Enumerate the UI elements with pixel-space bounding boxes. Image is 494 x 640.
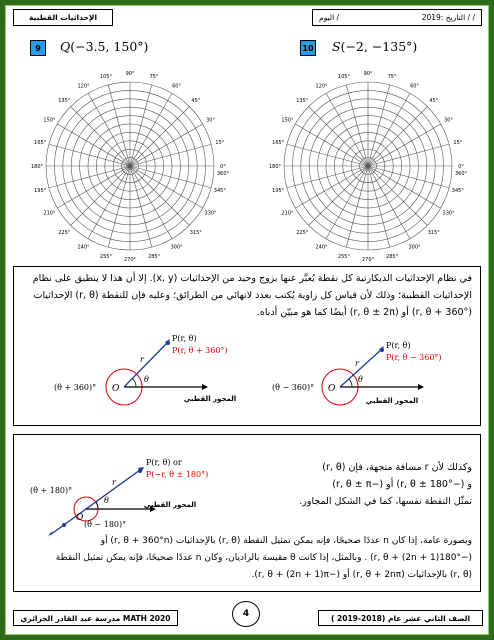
grid-ray xyxy=(130,93,172,166)
angle-label: 45° xyxy=(191,98,201,105)
angle-label: 105° xyxy=(99,74,112,81)
grid-ray xyxy=(368,166,449,188)
angle-label: 90° xyxy=(125,71,135,77)
grid-ray xyxy=(326,166,368,239)
angle-label: 0° xyxy=(458,164,464,170)
angle-label: 195° xyxy=(34,188,47,195)
grid-ray xyxy=(57,166,130,208)
grid-ray xyxy=(346,85,368,166)
angle-label: 180° xyxy=(268,164,282,170)
angle-label: 195° xyxy=(272,188,285,195)
grid-ray xyxy=(368,144,449,166)
angle-label: 210° xyxy=(43,210,56,217)
angle-label: 15° xyxy=(215,139,225,146)
diagram-minus-360 xyxy=(262,329,477,421)
angle-label: 45° xyxy=(429,98,439,105)
angle-label: 75° xyxy=(149,74,159,81)
angle-label: 15° xyxy=(453,139,463,146)
angle-label: 180° xyxy=(30,164,44,170)
angle-bottom-label: (θ − 180)° xyxy=(84,520,127,529)
grid-ray xyxy=(108,85,130,166)
angle-label: 60° xyxy=(410,83,419,90)
angle-label: 270° xyxy=(123,257,137,263)
grid-ray xyxy=(108,166,130,247)
r-label: r xyxy=(355,359,359,368)
angle-label: 165° xyxy=(34,139,47,146)
grid-ray xyxy=(130,166,172,239)
angle-label: 300° xyxy=(408,244,421,251)
grid-ray xyxy=(130,124,203,166)
angle-label: (θ − 360)° xyxy=(272,383,315,392)
r-label: r xyxy=(112,478,116,487)
problem-10-point: S(−2, −135°) xyxy=(332,39,418,54)
explanation-box-2 xyxy=(13,434,481,592)
angle-label: 285° xyxy=(148,253,161,260)
problem-number-10: 10 xyxy=(300,40,316,56)
angle-label: 315° xyxy=(427,229,440,236)
grid-ray xyxy=(49,166,130,188)
grid-ray xyxy=(346,166,368,247)
angle-label: 150° xyxy=(281,117,294,124)
theta-label: θ xyxy=(104,496,109,505)
grid-ray xyxy=(88,166,130,239)
grid-ray xyxy=(368,166,410,239)
polar-axis-label: المحور القطبي xyxy=(183,395,237,403)
angle-label: 345° xyxy=(213,188,226,195)
grid-ray xyxy=(57,124,130,166)
point-label: P(r, θ) xyxy=(386,341,411,350)
grid-ray xyxy=(295,166,368,208)
angle-label: 165° xyxy=(272,139,285,146)
grid-ray xyxy=(130,166,211,188)
polar-grid-right xyxy=(258,60,478,270)
angle-label: 135° xyxy=(58,98,71,105)
grid-ray xyxy=(368,166,441,208)
r-label: r xyxy=(140,355,144,364)
origin-label: O xyxy=(112,384,120,394)
grid-ray xyxy=(368,93,410,166)
grid-ray xyxy=(368,85,390,166)
angle-label: 315° xyxy=(189,229,202,236)
angle-label: 0° xyxy=(220,164,226,170)
grid-ray xyxy=(287,166,368,188)
header-date-box xyxy=(312,9,482,26)
diagram-plus-360 xyxy=(24,329,244,421)
paragraph-3: وبصورة عامة، إذا كان n عددًا صحيحًا، فإنه يمكن تمثيل النقطة (r, θ) بالإحداثيات (r, θ + 360°n) أو (−r, θ + (2n + 1)180°) . وبالمثل، إذا كانت θ مقيسة بالراديان، وكان n عددًا صحيحًا، فإنه يمكن تمثيل النقطة (r, θ) بالإحداثيات (r, θ + 2nπ) أو (−r, θ + (2n + 1)π). xyxy=(55,536,472,580)
theta-label: θ xyxy=(144,375,149,384)
angle-label: 345° xyxy=(451,188,464,195)
angle-label-alt: 360° xyxy=(454,171,468,177)
angle-label: 135° xyxy=(296,98,309,105)
grid-ray xyxy=(49,144,130,166)
angle-label: 210° xyxy=(281,210,294,217)
angle-label: (θ + 360)° xyxy=(54,383,97,392)
grid-ray xyxy=(368,166,390,247)
angle-label: 285° xyxy=(386,253,399,260)
grid-ray xyxy=(326,93,368,166)
angle-label: 150° xyxy=(43,117,56,124)
grid-ray xyxy=(287,144,368,166)
grid-ray xyxy=(130,166,203,208)
footer-grade: الصف الثاني عشر عام (2018-2019 ) xyxy=(318,610,483,626)
grid-ray xyxy=(130,144,211,166)
angle-label: 240° xyxy=(315,244,328,251)
explanation-box-1 xyxy=(13,266,481,426)
angle-label: 75° xyxy=(387,74,397,81)
alt-point-label: P(−r, θ ± 180°) xyxy=(146,470,209,479)
angle-label: 225° xyxy=(296,229,309,236)
alt-point-label: P(r, θ + 360°) xyxy=(172,346,228,355)
day-label: اليوم / xyxy=(319,13,340,22)
grid-ray xyxy=(130,166,152,247)
angle-label: 30° xyxy=(206,117,215,124)
grid-ray xyxy=(295,124,368,166)
problem-number-9: 9 xyxy=(30,40,46,56)
header-title: الإحداثيات القطبية xyxy=(13,9,113,26)
polar-grid-left xyxy=(20,60,240,270)
diagram-negative-r xyxy=(20,445,220,545)
page-number: 4 xyxy=(232,601,260,627)
grid-ray xyxy=(130,85,152,166)
alt-point-label: P(r, θ − 360°) xyxy=(386,353,442,362)
polar-axis-label: المحور القطبي xyxy=(365,397,419,405)
origin-label: O xyxy=(76,513,84,523)
angle-label: 225° xyxy=(58,229,71,236)
angle-label: 60° xyxy=(172,83,181,90)
angle-label: 255° xyxy=(99,253,112,260)
angle-label: 30° xyxy=(444,117,453,124)
angle-label: 330° xyxy=(442,210,455,217)
angle-label: 255° xyxy=(337,253,350,260)
theta-label: θ xyxy=(358,375,363,384)
angle-label: 120° xyxy=(77,83,90,90)
paragraph-1: في نظام الإحداثيات الديكارتية كل نقطة يُعبَّر عنها بزوج وحيد من الإحداثيات (x, y). إلا أن هذا لا ينطبق على نظام الإحداثيات القطبية؛ وذلك لأن قياس كل زاوية يُكتب بعدد لانهائي من الطرائق؛ وعليه فإن للنقطة (r, θ) الإحداثيات (r, θ + 360°) أو (r, θ ± 2π) أيضًا كما هو مبيّن أدناه. xyxy=(32,273,472,318)
polar-axis-label: المحور القطبي xyxy=(143,501,197,509)
footer-school: مدرسة عبد القادر الجزائري MATH 2020 xyxy=(13,610,178,626)
angle-label: 270° xyxy=(361,257,375,263)
paragraph-2: وكذلك لأن r مسافة متجهة، فإن (r, θ) و (−r, θ ± 180°) أو (−r, θ ± π) تمثّل النقطة نفسها، كما في الشكل المجاور. xyxy=(299,462,472,507)
origin-label: O xyxy=(328,384,336,394)
angle-label: 105° xyxy=(337,74,350,81)
grid-ray xyxy=(88,93,130,166)
angle-label: 90° xyxy=(363,71,373,77)
angle-label: 240° xyxy=(77,244,90,251)
angle-label: 330° xyxy=(204,210,217,217)
angle-top-label: (θ + 180)° xyxy=(30,486,73,495)
angle-label-alt: 360° xyxy=(216,171,230,177)
angle-label: 300° xyxy=(170,244,183,251)
date-label: التاريخ :2019 / / xyxy=(421,13,475,22)
problem-9-point: Q(−3.5, 150°) xyxy=(60,39,149,54)
point-label: P(r, θ) xyxy=(172,334,197,343)
angle-label: 120° xyxy=(315,83,328,90)
grid-ray xyxy=(368,124,441,166)
point-label: P(r, θ) or xyxy=(146,458,182,467)
